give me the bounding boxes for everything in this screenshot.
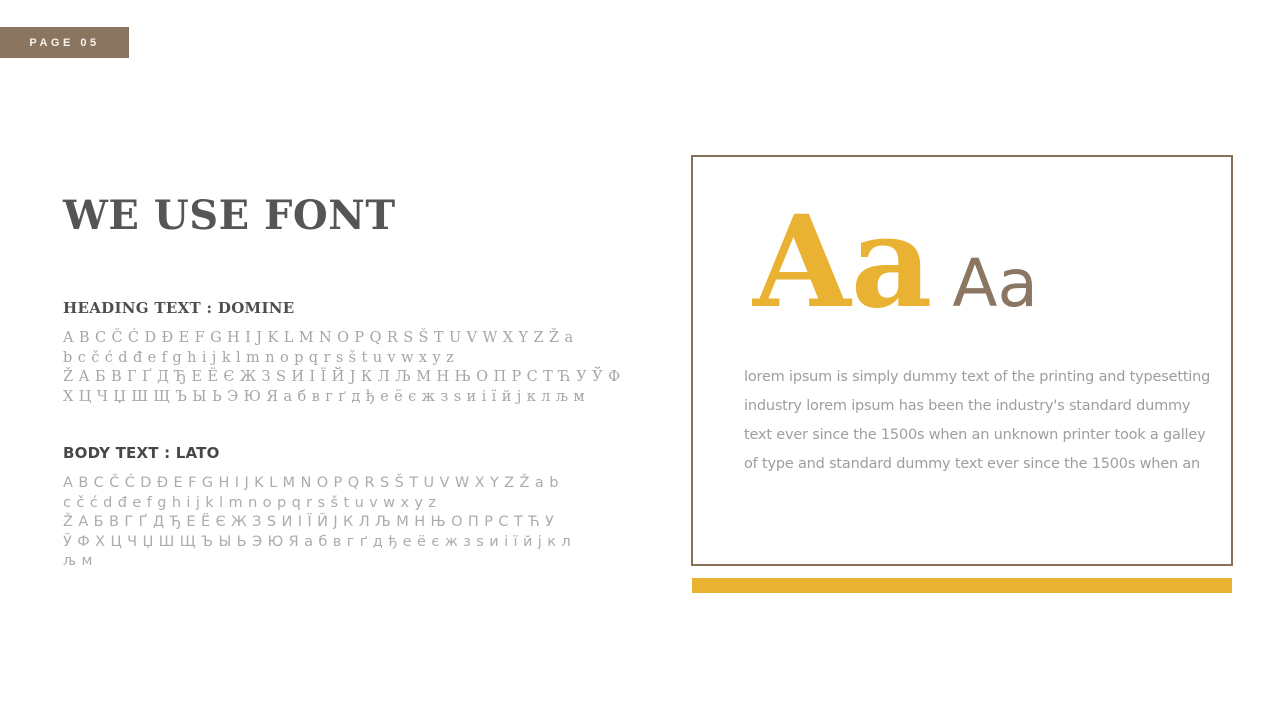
alphabet-line: b c č ć d đ e f g h i j k l m n o p q r s š t u v w x y z (63, 349, 455, 366)
page-number-label: PAGE 05 (29, 36, 100, 49)
alphabet-line: Ž А Б В Г Ґ Д Ђ Е Ё Є Ж З Ѕ И І Ї Й Ј К Л Љ М Н Њ О П Р С Т Ћ У Ў Ф (63, 369, 621, 385)
paragraph-line: industry lorem ipsum has been the industry's standard dummy (744, 398, 1191, 414)
body-font-label: BODY TEXT : LATO (63, 444, 220, 462)
alphabet-line: Х Ц Ч Џ Ш Щ Ъ Ы Ь Э Ю Я а б в г ґ д ђ е ё є ж з ѕ и і ї й ј к л љ м (63, 388, 586, 405)
alphabet-line: A B C Č Ć D Đ E F G H I J K L M N O P Q R S Š T U V W X Y Z Ž a (63, 330, 574, 346)
alphabet-line: Ž А Б В Г Ґ Д Ђ Е Ё Є Ж З Ѕ И І Ї Й Ј К Л Љ М Н Њ О П Р С Т Ћ У (63, 514, 555, 530)
slide-title: WE USE FONT (63, 192, 396, 239)
page-number-badge (0, 27, 129, 58)
serif-font-sample: Aa (753, 188, 933, 336)
paragraph-line: lorem ipsum is simply dummy text of the printing and typesetting (744, 369, 1211, 385)
alphabet-line: Ў Ф Х Ц Ч Џ Ш Щ Ъ Ы Ь Э Ю Я а б в г ґ д ђ е ё є ж з ѕ и і ї й ј к л (63, 533, 572, 550)
paragraph-line: text ever since the 1500s when an unknown printer took a galley (744, 427, 1206, 443)
heading-font-label: HEADING TEXT : DOMINE (63, 299, 295, 317)
heading-font-alphabet (63, 329, 621, 407)
alphabet-line: A B C Č Ć D Đ E F G H I J K L M N O P Q R S Š T U V W X Y Z Ž a b (63, 475, 559, 491)
paragraph-line: of type and standard dummy text ever since the 1500s when an (744, 456, 1201, 472)
alphabet-line: љ м (63, 553, 93, 569)
body-font-alphabet (63, 474, 572, 572)
alphabet-line: c č ć d đ e f g h i j k l m n o p q r s š t u v w x y z (63, 494, 437, 511)
specimen-paragraph (744, 363, 1214, 479)
font-info-column (63, 192, 621, 572)
sans-font-sample: Aa (952, 245, 1038, 322)
font-specimen-box (691, 155, 1233, 566)
specimen-samples-row (753, 188, 1038, 336)
accent-bar (692, 578, 1232, 593)
